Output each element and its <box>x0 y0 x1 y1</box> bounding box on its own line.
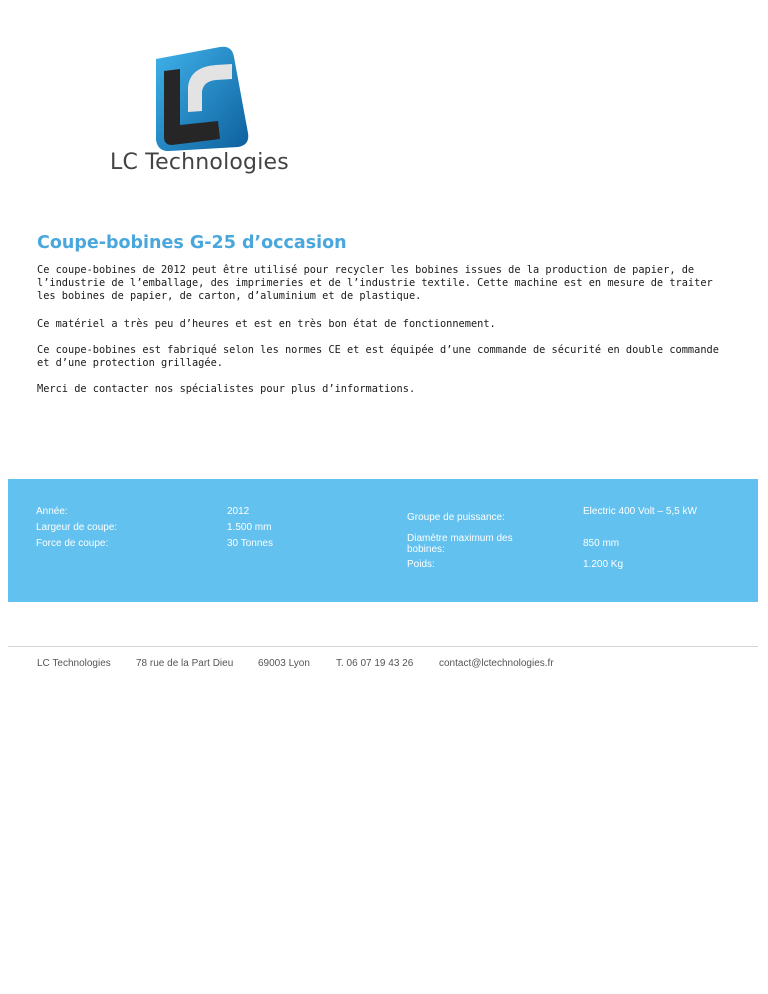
spec-label-power: Groupe de puissance: <box>407 512 505 523</box>
description-paragraph: Ce matériel a très peu d’heures et est en très bon état de fonctionnement. <box>37 318 496 330</box>
page-title: Coupe-bobines G-25 d’occasion <box>37 233 347 253</box>
footer-address: 78 rue de la Part Dieu <box>136 658 234 669</box>
spec-value-year: 2012 <box>227 506 250 517</box>
spec-label-weight: Poids: <box>407 559 435 570</box>
footer-email-link[interactable]: contact@lctechnologies.fr <box>439 658 554 669</box>
company-logo <box>106 38 306 188</box>
spec-label-cut-force: Force de coupe: <box>36 538 109 549</box>
spec-label-max-diameter: Diamètre maximum des bobines: <box>407 533 513 555</box>
footer-divider <box>8 646 758 647</box>
footer-phone: T. 06 07 19 43 26 <box>336 658 414 669</box>
logo-wordmark: LC Technologies <box>110 150 289 175</box>
spec-value-power: Electric 400 Volt – 5,5 kW <box>583 506 697 517</box>
spec-value-cut-force: 30 Tonnes <box>227 538 273 549</box>
lc-logo-icon <box>136 41 256 151</box>
description-paragraph: Ce coupe-bobines est fabriqué selon les normes CE et est équipée d’une commande de sécurité en double commande et d’une protection grillagée. <box>37 344 719 369</box>
footer-company: LC Technologies <box>37 658 111 669</box>
spec-value-max-diameter: 850 mm <box>583 538 620 549</box>
spec-label-year: Année: <box>36 506 68 517</box>
description-paragraph: Ce coupe-bobines de 2012 peut être utilisé pour recycler les bobines issues de la production de papier, de l’industrie de l’emballage, des imprimeries et de l’industrie textile. Cette machine est en mesure de traiter les bobines de papier, de carton, d’aluminium et de plastique. <box>37 264 713 302</box>
spec-panel <box>8 479 758 602</box>
footer-city: 69003 Lyon <box>258 658 310 669</box>
description-paragraph: Merci de contacter nos spécialistes pour plus d’informations. <box>37 383 416 395</box>
spec-value-cut-width: 1.500 mm <box>227 522 272 533</box>
spec-value-weight: 1.200 Kg <box>583 559 624 570</box>
spec-label-cut-width: Largeur de coupe: <box>36 522 118 533</box>
